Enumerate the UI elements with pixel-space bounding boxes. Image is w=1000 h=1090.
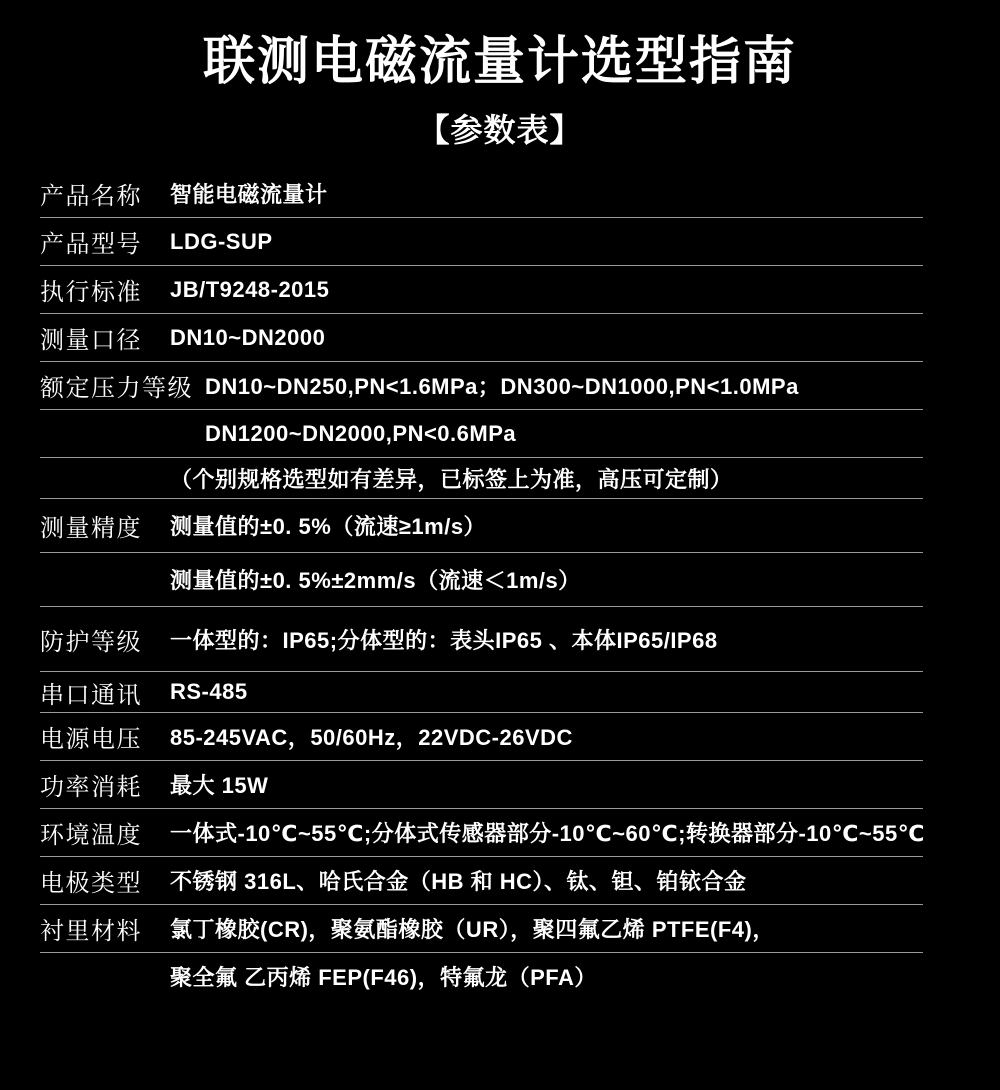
spec-value: LDG-SUP [170, 228, 273, 254]
spec-value: 智能电磁流量计 [170, 182, 328, 207]
spec-row-pressure-rating [40, 362, 923, 410]
spec-value: 不锈钢 316L、哈氏合金（HB 和 HC）、钛、钽、铂铱合金 [170, 869, 747, 894]
spec-label: 电源电压 [40, 726, 142, 753]
spec-label: 额定压力等级 [40, 375, 193, 402]
spec-label: 测量精度 [40, 515, 142, 542]
spec-value: （个别规格选型如有差异，已标签上为准，高压可定制） [170, 466, 733, 492]
spec-label: 电极类型 [40, 870, 142, 897]
spec-row-lining-material [40, 905, 923, 953]
page-title: 联测电磁流量计选型指南 [202, 33, 797, 91]
spec-label: 串口通讯 [40, 681, 142, 709]
spec-value: 测量值的±0. 5%（流速≥1m/s） [170, 514, 487, 539]
spec-value: 85-245VAC，50/60Hz，22VDC-26VDC [170, 725, 573, 750]
spec-label: 产品名称 [40, 183, 142, 210]
spec-value: 氯丁橡胶(CR)，聚氨酯橡胶（UR），聚四氟乙烯 PTFE(F4)， [170, 917, 775, 942]
spec-row-electrode-type [40, 857, 923, 905]
spec-value: 最大 15W [170, 773, 269, 798]
spec-value: 聚全氟 乙丙烯 FEP(F46)，特氟龙（PFA） [170, 965, 597, 990]
spec-label: 衬里材料 [40, 918, 142, 945]
spec-label: 执行标准 [40, 279, 142, 306]
spec-label: 防护等级 [40, 628, 142, 656]
spec-row-accuracy [40, 499, 923, 553]
spec-table [40, 170, 923, 1000]
spec-row-product-name [40, 170, 923, 218]
spec-row-power-supply [40, 713, 923, 761]
spec-row-power-consumption [40, 761, 923, 809]
spec-row-ambient-temp [40, 809, 923, 857]
spec-row-serial-comm [40, 672, 923, 713]
spec-row-diameter [40, 314, 923, 362]
spec-label: 功率消耗 [40, 774, 142, 801]
spec-row-pressure-rating-2 [40, 410, 923, 458]
spec-value: DN10~DN250,PN<1.6MPa；DN300~DN1000,PN<1.0MPa [205, 374, 799, 399]
spec-value: DN10~DN2000 [170, 324, 326, 350]
spec-value: DN1200~DN2000,PN<0.6MPa [205, 420, 517, 446]
spec-row-lining-material-2 [40, 953, 923, 1000]
spec-value: 一体型的：IP65;分体型的：表头IP65 、本体IP65/IP68 [170, 627, 718, 653]
page-header [0, 0, 1000, 152]
spec-value: 一体式-10℃~55℃;分体式传感器部分-10℃~60℃;转换器部分-10℃~55℃ [170, 821, 925, 846]
spec-row-product-model [40, 218, 923, 266]
page-subtitle: 【参数表】 [417, 112, 583, 148]
spec-value: JB/T9248-2015 [170, 276, 330, 302]
spec-row-accuracy-2 [40, 553, 923, 607]
spec-label: 产品型号 [40, 231, 142, 258]
spec-row-protection-rating [40, 607, 923, 672]
spec-value: 测量值的±0. 5%±2mm/s（流速＜1m/s） [170, 568, 581, 593]
spec-row-pressure-note [40, 458, 923, 499]
spec-label: 测量口径 [40, 327, 142, 354]
spec-label: 环境温度 [40, 822, 142, 849]
spec-value: RS-485 [170, 679, 248, 704]
spec-row-standard [40, 266, 923, 314]
